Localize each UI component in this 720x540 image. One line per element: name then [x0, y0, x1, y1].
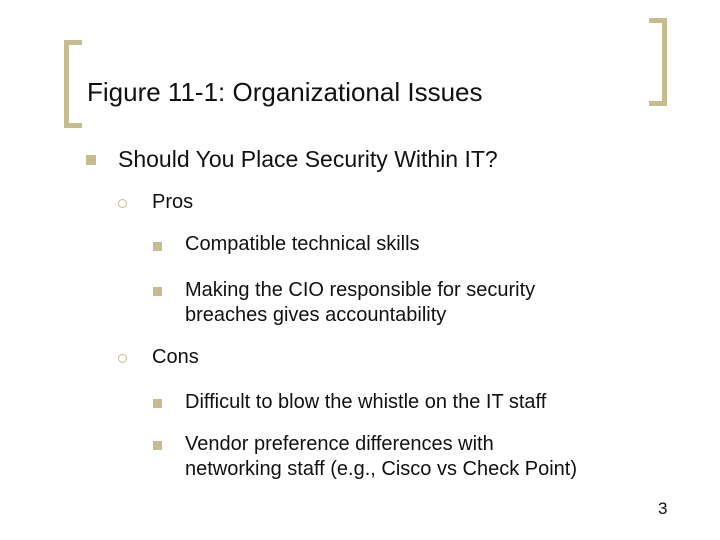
pros-item-2-line-1: Making the CIO responsible for security — [185, 279, 536, 301]
cons-item-1: Difficult to blow the whistle on the IT staff — [185, 391, 547, 413]
page-number: 3 — [658, 499, 668, 518]
cons-label: Cons — [152, 346, 199, 368]
square-bullet-icon — [153, 399, 162, 408]
pros-item-2-line-2: breaches gives accountability — [185, 304, 447, 326]
question-text: Should You Place Security Within IT? — [118, 146, 498, 172]
square-bullet-icon — [86, 155, 96, 165]
pros-item-1: Compatible technical skills — [185, 233, 420, 255]
square-bullet-icon — [153, 287, 162, 296]
ring-bullet-icon — [118, 354, 127, 363]
slide-title: Figure 11-1: Organizational Issues — [87, 77, 483, 107]
pros-label: Pros — [152, 191, 194, 213]
square-bullet-icon — [153, 242, 162, 251]
square-bullet-icon — [153, 441, 162, 450]
cons-item-2-line-1: Vendor preference differences with — [185, 433, 494, 455]
title-bracket-right — [649, 18, 667, 106]
title-bracket-left — [64, 40, 82, 128]
ring-bullet-icon — [118, 199, 127, 208]
cons-item-2-line-2: networking staff (e.g., Cisco vs Check Point) — [185, 458, 578, 480]
